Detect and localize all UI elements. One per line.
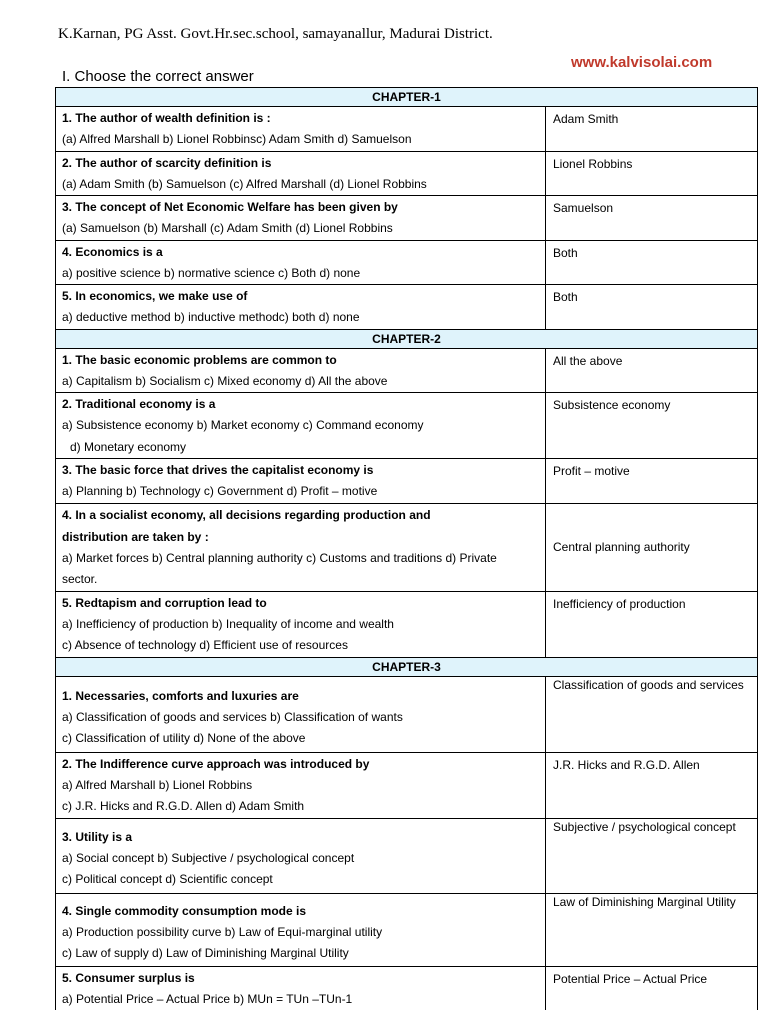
answer-text: Both (553, 290, 578, 304)
question-text: 5. Consumer surplus is (62, 970, 195, 985)
answer-text: All the above (553, 353, 623, 368)
question-row (56, 818, 758, 893)
question-text: 2. The Indifference curve approach was introduced by (62, 756, 370, 771)
question-text: 3. The basic force that drives the capitalist economy is (62, 463, 374, 477)
chapter-header-1 (56, 88, 758, 107)
question-text: 5. Redtapism and corruption lead to (62, 595, 267, 610)
answer-text: Potential Price – Actual Price (553, 971, 708, 986)
section-title: I. Choose the correct answer (62, 68, 254, 85)
answer-text: Lionel Robbins (553, 156, 633, 171)
question-options: a) Alfred Marshall b) Lionel Robbins (62, 777, 253, 792)
question-options: d) Monetary economy (70, 439, 187, 454)
question-text: 1. The basic economic problems are common to (62, 352, 337, 367)
question-row (56, 393, 758, 459)
question-text: 4. Economics is a (62, 244, 163, 259)
question-options: c) J.R. Hicks and R.G.D. Allen d) Adam Smith (62, 799, 305, 813)
answer-text: Subsistence economy (553, 398, 671, 412)
question-options: c) Absence of technology d) Efficient use of resources (62, 638, 348, 652)
question-text: 4. In a socialist economy, all decisions regarding production and (62, 507, 431, 522)
answer-text: Adam Smith (553, 112, 619, 126)
question-options: a) Potential Price – Actual Price b) MUn = TUn –TUn-1 (62, 991, 353, 1006)
question-row (56, 591, 758, 657)
question-row (56, 196, 758, 241)
question-text: 3. The concept of Net Economic Welfare has been given by (62, 200, 398, 214)
question-options: c) Political concept d) Scientific concept (62, 872, 273, 886)
question-options: a) Social concept b) Subjective / psychological concept (62, 850, 355, 865)
question-row (56, 459, 758, 504)
website-link[interactable]: www.kalvisolai.com (571, 54, 713, 71)
chapter-title: CHAPTER-2 (56, 329, 758, 348)
answer-text: Central planning authority (553, 539, 690, 554)
author-line: K.Karnan, PG Asst. Govt.Hr.sec.school, samayanallur, Madurai District. (58, 26, 493, 42)
question-row (56, 752, 758, 818)
question-row (56, 503, 758, 591)
answer-text: J.R. Hicks and R.G.D. Allen (553, 757, 700, 772)
question-options: a) Capitalism b) Socialism c) Mixed economy d) All the above (62, 373, 388, 388)
question-options: a) Market forces b) Central planning authority c) Customs and traditions d) Private (62, 550, 497, 565)
chapter-header-3 (56, 657, 758, 676)
question-options: (a) Alfred Marshall b) Lionel Robbinsc) Adam Smith d) Samuelson (62, 132, 412, 146)
question-row (56, 107, 758, 152)
answer-text: Classification of goods and services (553, 677, 744, 692)
question-text: 3. Utility is a (62, 829, 133, 844)
question-options: c) Law of supply d) Law of Diminishing Marginal Utility (62, 946, 349, 960)
question-text: 1. The author of wealth definition is : (62, 111, 271, 125)
question-options: a) deductive method b) inductive methodc) both d) none (62, 310, 360, 324)
answer-text: Law of Diminishing Marginal Utility (553, 894, 736, 909)
question-text: 2. The author of scarcity definition is (62, 155, 272, 170)
question-options: c) Classification of utility d) None of the above (62, 731, 306, 745)
question-row (56, 893, 758, 966)
chapter-title: CHAPTER-3 (56, 657, 758, 676)
question-options: a) positive science b) normative science c) Both d) none (62, 265, 361, 280)
question-options: (a) Samuelson (b) Marshall (c) Adam Smith (d) Lionel Robbins (62, 221, 393, 235)
question-text: 4. Single commodity consumption mode is (62, 903, 307, 918)
question-text: 1. Necessaries, comforts and luxuries are (62, 688, 299, 703)
question-options: a) Subsistence economy b) Market economy c) Command economy (62, 418, 424, 432)
chapter-title: CHAPTER-1 (56, 88, 758, 107)
question-row (56, 348, 758, 393)
question-options: a) Classification of goods and services b) Classification of wants (62, 709, 403, 724)
question-text-continued: distribution are taken by : (62, 529, 209, 544)
answer-text: Profit – motive (553, 464, 630, 478)
question-options: (a) Adam Smith (b) Samuelson (c) Alfred Marshall (d) Lionel Robbins (62, 176, 427, 191)
question-row (56, 676, 758, 752)
question-options: a) Planning b) Technology c) Government d) Profit – motive (62, 484, 378, 498)
question-options: a) Production possibility curve b) Law of Equi-marginal utility (62, 924, 383, 939)
question-row (56, 240, 758, 285)
question-options: a) Inefficiency of production b) Inequality of income and wealth (62, 616, 394, 631)
question-row (56, 151, 758, 196)
questions-table (55, 87, 758, 1010)
answer-text: Both (553, 245, 578, 260)
question-text: 2. Traditional economy is a (62, 397, 216, 411)
question-text: 5. In economics, we make use of (62, 289, 248, 303)
question-options: sector. (62, 572, 98, 586)
answer-text: Inefficiency of production (553, 596, 686, 611)
chapter-header-2 (56, 329, 758, 348)
answer-text: Subjective / psychological concept (553, 819, 736, 834)
question-row (56, 285, 758, 330)
question-row (56, 966, 758, 1010)
answer-text: Samuelson (553, 201, 614, 215)
